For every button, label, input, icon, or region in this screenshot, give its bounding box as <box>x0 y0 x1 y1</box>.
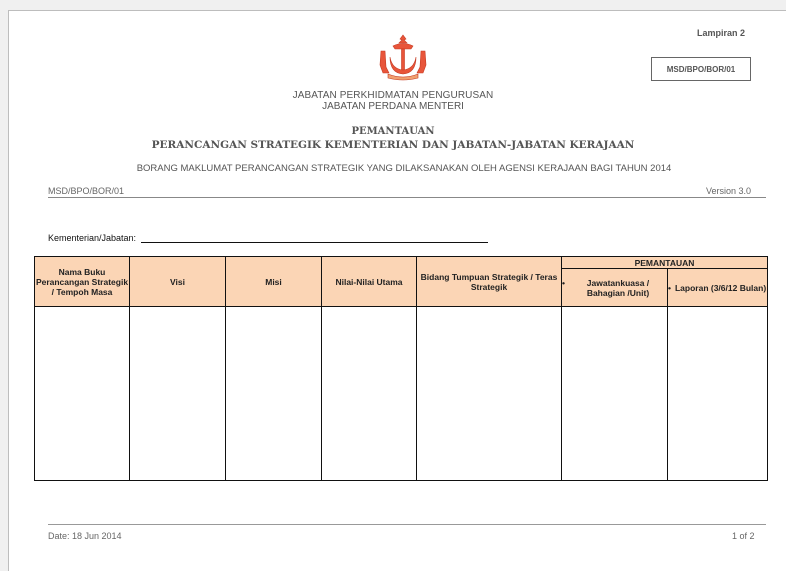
parent-department-name: JABATAN PERDANA MENTERI <box>322 101 464 112</box>
column-header-strategic-focus: Bidang Tumpuan Strategik / Teras Strategik <box>417 257 562 307</box>
cell-mission[interactable] <box>226 307 322 481</box>
column-header-mission: Misi <box>226 257 322 307</box>
cell-plan-name[interactable] <box>35 307 130 481</box>
department-name: JABATAN PERKHIDMATAN PENGURUSAN <box>292 90 494 101</box>
column-header-report <box>668 269 768 307</box>
ministry-label: Kementerian/Jabatan: <box>48 233 137 243</box>
column-header-vision: Visi <box>130 257 226 307</box>
cell-strategic-focus[interactable] <box>417 307 562 481</box>
footer-divider <box>48 524 766 525</box>
group-header-monitoring: PEMANTAUAN <box>562 257 768 269</box>
strategic-plan-table <box>34 256 768 481</box>
doc-version: Version 3.0 <box>706 186 752 196</box>
form-description: BORANG MAKLUMAT PERANCANGAN STRATEGIK YANG DILAKSANAKAN OLEH AGENSI KERAJAAN BAGI TAHUN 2014 <box>136 163 672 174</box>
table-row <box>35 307 768 481</box>
form-code-text: MSD/BPO/BOR/01 <box>666 64 736 74</box>
committee-label: Jawatankuasa / Bahagian /Unit) <box>586 277 650 298</box>
ministry-input-line[interactable] <box>141 242 488 243</box>
page-number: 1 of 2 <box>732 531 755 541</box>
column-header-plan-name: Nama Buku Perancangan Strategik / Tempoh Masa <box>35 257 130 307</box>
cell-report[interactable] <box>668 307 768 481</box>
bullet-icon: • <box>668 282 671 293</box>
header-divider <box>48 197 766 198</box>
cell-vision[interactable] <box>130 307 226 481</box>
form-code-box <box>651 57 751 81</box>
cell-core-values[interactable] <box>322 307 417 481</box>
cell-committee[interactable] <box>562 307 668 481</box>
document-title: PEMANTAUAN <box>351 126 435 137</box>
column-header-core-values: Nilai-Nilai Utama <box>322 257 417 307</box>
column-header-committee <box>562 269 668 307</box>
brunei-crest-icon <box>376 33 430 81</box>
doc-reference: MSD/BPO/BOR/01 <box>48 186 125 196</box>
bullet-icon: • <box>562 277 565 288</box>
report-label: Laporan (3/6/12 Bulan) <box>674 282 767 293</box>
attachment-label: Lampiran 2 <box>697 28 746 38</box>
footer-date: Date: 18 Jun 2014 <box>48 531 122 541</box>
document-subtitle: PERANCANGAN STRATEGIK KEMENTERIAN DAN JABATAN-JABATAN KERAJAAN <box>151 139 635 151</box>
